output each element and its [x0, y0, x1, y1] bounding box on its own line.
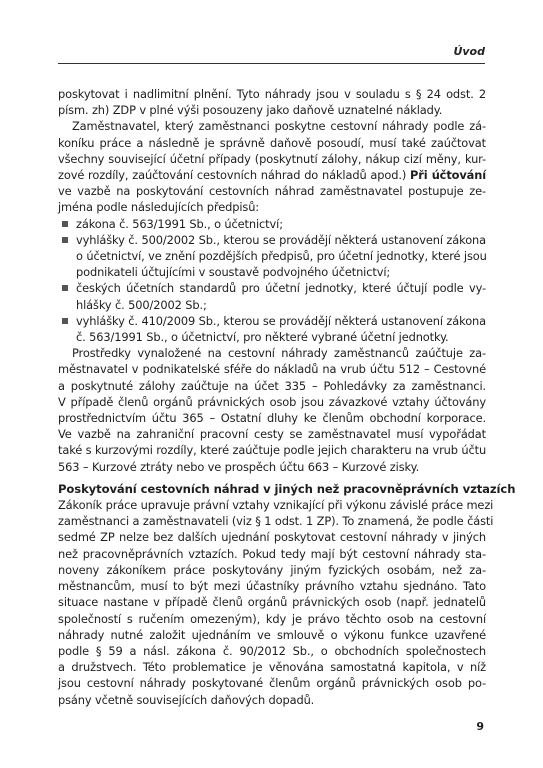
text-line: koníku práce a následně je správně daňově posoudí, musí také zaúčtovat [58, 135, 486, 150]
bullet-text: českých účetních standardů pro účetní jednotky, které účtují podle vy- [76, 281, 486, 296]
text-line: společností s ručením omezeným), kdy je právo těchto osob na cestovní [58, 611, 486, 626]
text-line: a poskytnuté zálohy zaúčtuje na účet 335 – Pohledávky za zaměstnanci. [58, 378, 486, 393]
text-line: písm. zh) ZDP v plné výši posouzeny jako daňově uznatelné náklady. [58, 103, 443, 118]
bold-phrase: Při účtování [410, 168, 486, 183]
text-line: podle § 59 a násl. zákona č. 90/2012 Sb., o obchodních společnostech [58, 643, 486, 658]
bullet-text: vyhlášky č. 500/2002 Sb., kterou se provádějí některá ustanovení zákona [76, 232, 486, 247]
bullet-text: vyhlášky č. 410/2009 Sb., kterou se provádějí některá ustanovení zákona [76, 313, 486, 328]
text-line [58, 167, 486, 183]
running-head-title: Úvod [453, 45, 485, 58]
bullet-item [58, 280, 486, 312]
bullet-item [58, 216, 486, 232]
text-line: poskytovat i nadlimitní plnění. Tyto náhrady jsou v souladu s § 24 odst. 2 [58, 87, 486, 101]
bullet-text: zákona č. 563/1991 Sb., o účetnictví; [76, 216, 283, 231]
text-line [58, 216, 486, 232]
text-line [58, 313, 486, 329]
page-number: 9 [476, 720, 484, 733]
text-line: městnavatel v podnikatelské sféře do nákladů na vrub účtu 512 – Cestovné [58, 362, 486, 377]
text-line: Ve vazbě na zahraniční pracovní cesty se zaměstnavatel musí vypořádat [58, 427, 486, 442]
text-line: 563 – Kurzové ztráty nebo ve prospěch účtu 663 – Kurzové zisky. [58, 459, 420, 474]
text-line [58, 280, 486, 296]
paragraph-2 [58, 118, 486, 215]
text-line: situace nastane v případě členů orgánů právnických osob (např. jednatelů [58, 595, 486, 610]
header-rule [58, 63, 485, 64]
paragraph-3 [58, 345, 486, 475]
text-line: a družstvech. Této problematice je věnována samostatná kapitola, v níž [58, 660, 486, 675]
paragraph-1 [58, 86, 486, 118]
section-heading: Poskytování cestovních náhrad v jiných než pracovněprávních vztazích [58, 481, 516, 496]
text-line: psány včetně souvisejících daňových dopadů. [58, 692, 315, 707]
text-line: jsou cestovní náhrady poskytované členům orgánů právnických osob po- [58, 676, 486, 691]
text-line: Zákoník práce upravuje právní vztahy vznikající při výkonu závislé práce mezi [58, 498, 494, 513]
text-line: Zaměstnavatel, který zaměstnanci poskytne cestovní náhrady podle zá- [72, 119, 486, 134]
text-line: městnancům, musí to být mezi účastníky právního vztahu sjednáno. Tato [58, 579, 486, 594]
text-line: o účetnictví, ve znění pozdějších předpisů, pro účetní jednotky, které jsou [76, 249, 487, 264]
text-line: č. 563/1991 Sb., o účetnictví, pro některé vybrané účetní jednotky. [76, 330, 449, 345]
text-line: také s kurzovými rozdíly, které zaúčtuje podle jejich charakteru na vrub účtu [58, 443, 487, 458]
text-line: ve vazbě na poskytování cestovních náhrad zaměstnavatel postupuje ze- [58, 184, 486, 199]
square-bullet-icon [62, 285, 68, 291]
square-bullet-icon [62, 221, 68, 227]
text-line: než pracovněprávních vztazích. Pokud tedy mají být cestovní náhrady sta- [58, 546, 486, 561]
text-line: náhrady nutné založit ujednáním ve smlouvě o výkonu funkce uzavřené [58, 627, 486, 642]
bullet-item [58, 313, 486, 345]
square-bullet-icon [62, 318, 68, 324]
square-bullet-icon [62, 237, 68, 243]
bullet-list [58, 216, 486, 346]
text-line: sedmé ZP nelze bez dalších ujednání poskytovat cestovní náhrady v jiných [58, 530, 486, 545]
text-line: prostřednictvím účtu 365 – Ostatní dluhy ke členům obchodní korporace. [58, 411, 486, 426]
text-line: noveny zákoníkem práce poskytovány jiným fyzických osobám, než za- [58, 562, 486, 577]
text-line: Prostředky vynaložené na cestovní náhrady zaměstnanců zaúčtuje za- [72, 346, 486, 361]
bullet-item [58, 232, 486, 281]
text-line: jména podle následujících předpisů: [58, 200, 260, 215]
text-line [58, 232, 486, 248]
text-line: všechny související účetní případy (poskytnutí zálohy, nákup cizí měny, kur- [58, 151, 486, 166]
page-body [58, 86, 516, 708]
text-line: zaměstnanci a zaměstnavateli (viz § 1 odst. 1 ZP). To znamená, že podle části [58, 514, 494, 529]
text-line: podnikateli účtujícími v soustavě podvojného účetnictví; [76, 265, 391, 280]
text-run: zové rozdíly, zaúčtování cestovních náhrad do nákladů apod.) [58, 168, 407, 183]
paragraph-4 [58, 497, 494, 708]
text-line: V případě členů orgánů právnických osob jsou závazkové vztahy účtovány [58, 394, 486, 409]
text-line: hlášky č. 500/2002 Sb.; [76, 297, 207, 312]
